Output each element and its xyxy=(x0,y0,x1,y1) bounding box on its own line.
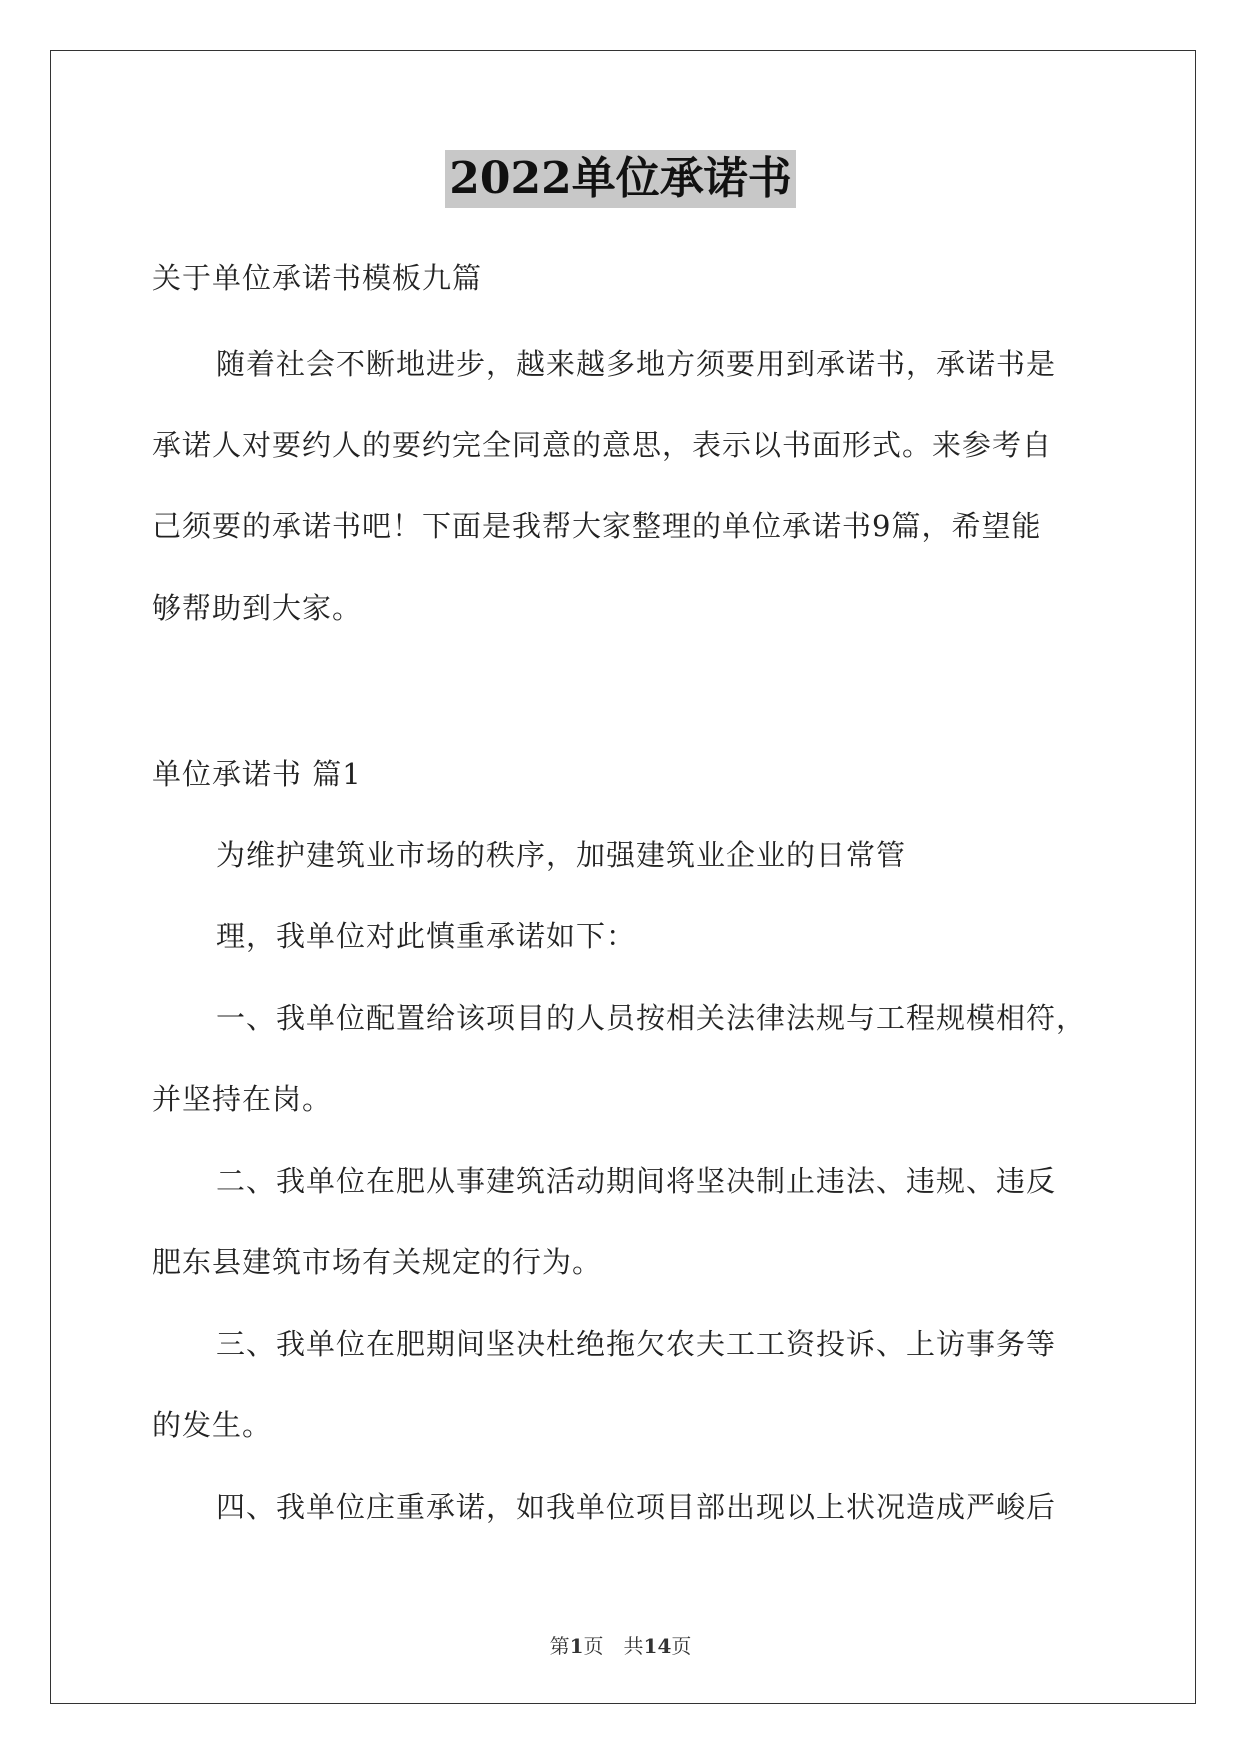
body-line-9: 四、我单位庄重承诺，如我单位项目部出现以上状况造成严峻后 xyxy=(216,1490,1057,1524)
body-line-1: 为维护建筑业市场的秩序，加强建筑业企业的日常管 xyxy=(216,838,907,872)
footer-page-suffix: 页 xyxy=(671,1634,692,1658)
section-heading: 单位承诺书 篇1 xyxy=(152,757,362,791)
intro-line-1: 随着社会不断地进步，越来越多地方须要用到承诺书，承诺书是 xyxy=(216,347,1057,381)
body-line-4: 并坚持在岗。 xyxy=(152,1082,333,1116)
body-line-2: 理，我单位对此慎重承诺如下： xyxy=(216,919,637,953)
body-line-6: 肥东县建筑市场有关规定的行为。 xyxy=(152,1245,603,1279)
page-border xyxy=(50,50,1196,1704)
page-footer xyxy=(0,1630,1241,1659)
document-title xyxy=(0,150,1241,208)
body-line-5: 二、我单位在肥从事建筑活动期间将坚决制止违法、违规、违反 xyxy=(216,1164,1057,1198)
document-title-text: 2022单位承诺书 xyxy=(445,150,795,208)
body-line-3: 一、我单位配置给该项目的人员按相关法律法规与工程规模相符， xyxy=(216,1001,1087,1035)
intro-line-3: 己须要的承诺书吧！下面是我帮大家整理的单位承诺书9篇，希望能 xyxy=(152,509,1042,543)
intro-line-4: 够帮助到大家。 xyxy=(152,591,363,625)
footer-page-mid: 页 共 xyxy=(583,1634,644,1658)
document-subtitle: 关于单位承诺书模板九篇 xyxy=(152,261,483,295)
footer-page-current: 1 xyxy=(569,1634,584,1658)
footer-page-total: 14 xyxy=(643,1634,672,1658)
footer-page-prefix: 第 xyxy=(549,1634,570,1658)
body-line-7: 三、我单位在肥期间坚决杜绝拖欠农夫工工资投诉、上访事务等 xyxy=(216,1327,1057,1361)
body-line-8: 的发生。 xyxy=(152,1408,273,1442)
intro-line-2: 承诺人对要约人的要约完全同意的意思，表示以书面形式。来参考自 xyxy=(152,428,1053,462)
